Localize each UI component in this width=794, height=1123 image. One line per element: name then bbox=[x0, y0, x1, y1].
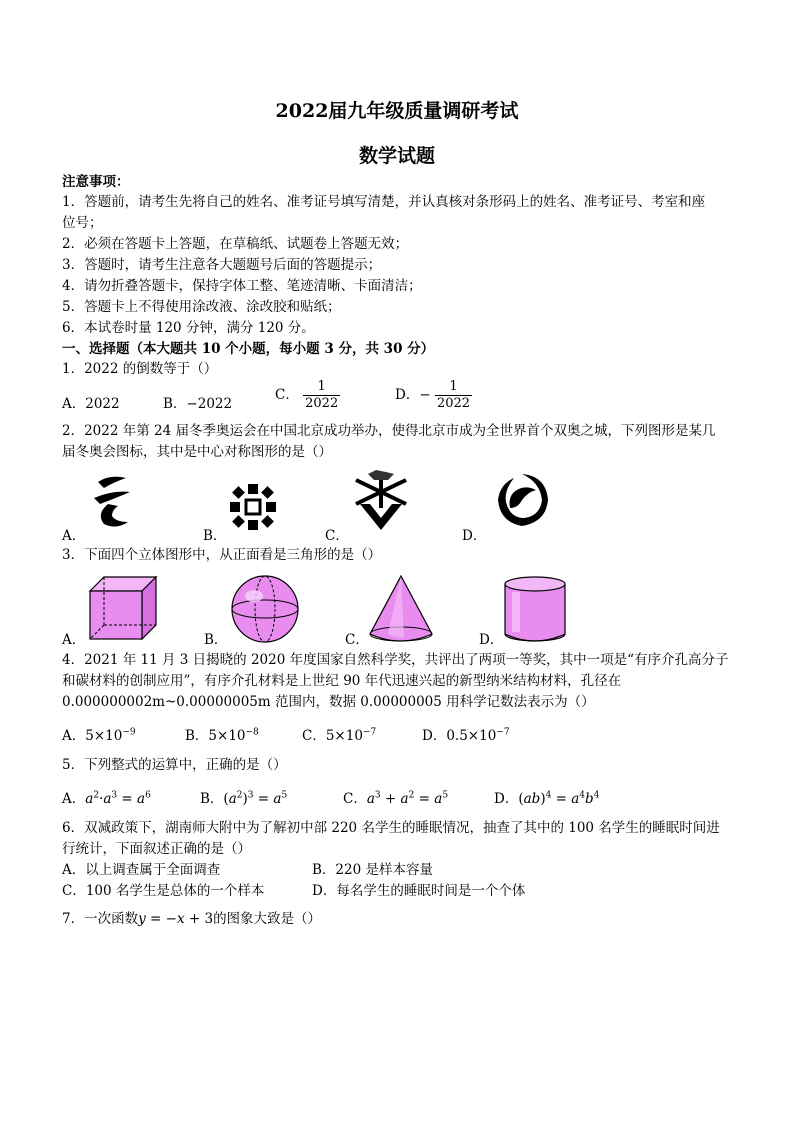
q3-stem: 3．下面四个立体图形中，从正面看是三角形的是（） bbox=[62, 547, 382, 563]
section-heading: 一、选择题（本大题共 10 个小题，每小题 3 分，共 30 分） bbox=[62, 341, 435, 357]
q3-option-a: A． bbox=[62, 632, 86, 648]
q5-stem: 5．下列整式的运算中，正确的是（） bbox=[62, 757, 287, 773]
q3-option-c: C． bbox=[345, 632, 369, 648]
q1-option-d bbox=[395, 379, 472, 412]
notice-item: 位号； bbox=[62, 215, 103, 231]
q4-option-a: A．$5\times 10^{-9}$ bbox=[62, 727, 136, 744]
q5-option-d: D．$(ab)^4 = a^4b^4$ bbox=[494, 790, 600, 807]
exam-subtitle: 数学试题 bbox=[358, 145, 435, 167]
q3-option-b: B． bbox=[204, 632, 228, 648]
q4-option-b: B．$5\times 10^{-8}$ bbox=[185, 727, 259, 744]
q2-option-d: D． bbox=[462, 528, 487, 544]
q6-option-d: D．每名学生的睡眠时间是一个个体 bbox=[312, 883, 526, 899]
q1-option-b: B．−2022 bbox=[163, 396, 233, 412]
q6-option-c: C．100 名学生是总体的一个样本 bbox=[62, 883, 265, 899]
q2-line: 届冬奥会图标，其中是中心对称图形的是（） bbox=[62, 444, 332, 460]
cone-figure-icon bbox=[368, 574, 434, 644]
q1-option-a: A．2022 bbox=[62, 396, 120, 412]
q6-option-b: B．220 是样本容量 bbox=[312, 862, 433, 878]
olympic-emblem-a-icon bbox=[90, 472, 136, 532]
olympic-emblem-d-icon bbox=[492, 470, 552, 530]
q1-option-c-label: C． bbox=[275, 387, 299, 403]
notice-item: 1．答题前，请考生先将自己的姓名、准考证号填写清楚，并认真核对条形码上的姓名、准考证号、考室和座 bbox=[62, 194, 706, 210]
notice-item: 5．答题卡上不得使用涂改液、涂改胶和贴纸； bbox=[62, 299, 341, 315]
q7-stem: 7．一次函数y = −x + 3的图象大致是（） bbox=[62, 911, 322, 927]
notice-item: 6．本试卷时量 120 分钟，满分 120 分。 bbox=[62, 320, 315, 336]
olympic-emblem-b-icon bbox=[226, 480, 280, 534]
q5-option-b: B．$(a^2)^3 = a^5$ bbox=[200, 790, 288, 807]
q4-option-c: C．$5\times 10^{-7}$ bbox=[302, 727, 377, 744]
cylinder-figure-icon bbox=[502, 574, 568, 644]
q4-line: 4．2021 年 11 月 3 日揭晓的 2020 年度国家自然科学奖，共评出了两项一等奖，其中一项是“有序介孔高分子 bbox=[62, 652, 729, 668]
olympic-emblem-c-icon bbox=[350, 468, 412, 534]
q1-option-d-label: D．− bbox=[395, 387, 431, 403]
q6-line: 6．双减政策下，湖南师大附中为了解初中部 220 名学生的睡眠情况，抽查了其中的 100 名学生的睡眠时间进 bbox=[62, 820, 720, 836]
q1-option-c bbox=[275, 379, 340, 412]
q2-option-a: A． bbox=[62, 528, 86, 544]
q2-option-b: B． bbox=[203, 528, 227, 544]
q1-stem: 1．2022 的倒数等于（） bbox=[62, 361, 218, 377]
q5-option-a: A．$a^2\cdot a^3 = a^6$ bbox=[62, 790, 151, 807]
exam-title: 2022届九年级质量调研考试 bbox=[275, 100, 519, 122]
q6-line: 行统计，下面叙述正确的是（） bbox=[62, 841, 251, 857]
notice-item: 4．请勿折叠答题卡，保持字体工整、笔迹清晰、卡面清洁； bbox=[62, 278, 422, 294]
cube-figure-icon bbox=[88, 575, 158, 641]
q5-option-c: C．$a^3 + a^2 = a^5$ bbox=[343, 790, 449, 807]
notice-heading: 注意事项： bbox=[62, 174, 130, 190]
fraction: $\frac{1}{2022}$ bbox=[305, 379, 339, 411]
q3-option-d: D． bbox=[479, 632, 504, 648]
fraction: $\frac{1}{2022}$ bbox=[436, 379, 471, 411]
q4-option-d: D．$0.5\times 10^{-7}$ bbox=[422, 727, 510, 744]
q6-option-a: A．以上调查属于全面调查 bbox=[62, 862, 221, 878]
sphere-figure-icon bbox=[230, 574, 300, 644]
q4-line: 和碳材料的创制应用”，有序介孔材料是上世纪 90 年代迅速兴起的新型纳米结构材料，孔径在 bbox=[62, 673, 622, 689]
q2-option-c: C． bbox=[325, 528, 349, 544]
notice-item: 2．必须在答题卡上答题，在草稿纸、试题卷上答题无效； bbox=[62, 236, 409, 252]
notice-item: 3．答题时，请考生注意各大题题号后面的答题提示； bbox=[62, 257, 382, 273]
q2-line: 2．2022 年第 24 届冬季奥运会在中国北京成功举办，使得北京市成为全世界首个双奥之城，下列图形是某几 bbox=[62, 423, 716, 439]
q4-line: 0.000000002m~0.00000005m 范围内，数据 0.00000005 用科学记数法表示为（） bbox=[62, 694, 595, 710]
